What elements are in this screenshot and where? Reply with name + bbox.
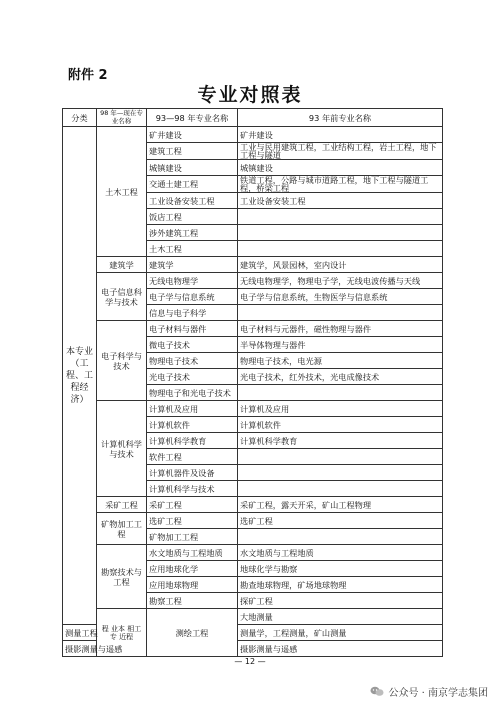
table-cell: 应用地球化学 (147, 561, 238, 577)
header-current-name: 98 年—现在专业名称 (97, 109, 147, 127)
table-cell: 工业设备安装工程 (238, 193, 443, 209)
table-row (63, 497, 443, 513)
table-cell: 摄影测量与遥感 (238, 641, 443, 657)
table-cell: 地球化学与勘察 (238, 561, 443, 577)
major-group: 土木工程 (97, 127, 147, 257)
major-group: 采矿工程 (97, 497, 147, 513)
table-cell: 水文地质与工程地质 (147, 545, 238, 561)
major-group: 矿物加工工程 (97, 513, 147, 545)
table-cell (238, 225, 443, 241)
table-cell: 光电子技术，红外技术，光电成像技术 (238, 369, 443, 385)
table-cell: 矿物加工工程 (147, 529, 238, 545)
table-cell (238, 241, 443, 257)
table-cell: 矿井建设 (147, 127, 238, 143)
header-93-98-name: 93—98 年专业名称 (147, 109, 238, 127)
table-cell: 物理电子和光电子技术 (147, 385, 238, 401)
table-cell (238, 305, 443, 321)
table-cell: 电子学与信息系统 (147, 289, 238, 305)
table-cell: 软件工程 (147, 449, 238, 465)
table-row (63, 321, 443, 337)
major-group: 建筑学 (97, 257, 147, 273)
header-pre-93-name: 93 年前专业名称 (238, 109, 443, 127)
major-comparison-table (62, 108, 443, 657)
table-header-row (63, 109, 443, 127)
table-row (63, 609, 443, 625)
attachment-label: 附件 2 (68, 68, 108, 83)
table-cell: 计算机软件 (147, 417, 238, 433)
table-cell: 电子材料与器件 (147, 321, 238, 337)
table-cell: 建筑学，风景园林，室内设计 (238, 257, 443, 273)
watermark-footer (370, 684, 488, 699)
table-cell: 涉外建筑工程 (147, 225, 238, 241)
table-row (63, 545, 443, 561)
table-cell: 微电子技术 (147, 337, 238, 353)
table-cell: 建筑学 (147, 257, 238, 273)
table-cell (238, 209, 443, 225)
table-cell (238, 465, 443, 481)
table-cell: 物理电子技术 (147, 353, 238, 369)
table-cell: 选矿工程 (147, 513, 238, 529)
wechat-icon (370, 686, 384, 697)
table-cell: 土木工程 (147, 241, 238, 257)
table-cell: 测量工程 (63, 625, 97, 641)
category-main: 本专业（工程、工程经济） (63, 127, 97, 625)
table-cell: 大地测量 (238, 609, 443, 625)
table-cell: 光电子技术 (147, 369, 238, 385)
table-row (63, 513, 443, 529)
table-cell: 水文地质与工程地质 (238, 545, 443, 561)
table-cell: 铁道工程，公路与城市道路工程，地下工程与隧道工程，桥梁工程 (238, 176, 443, 193)
major-group: 电子科学与技术 (97, 321, 147, 401)
category-side: 程 业本 相工专 近程 (97, 609, 147, 657)
table-cell: 计算机及应用 (238, 401, 443, 417)
table-cell: 城镇建设 (147, 160, 238, 176)
table-cell: 计算机科学与技术 (147, 481, 238, 497)
table-cell: 矿井建设 (238, 127, 443, 143)
table-cell: 工业与民用建筑工程，工业结构工程，岩土工程，地下工程与隧道 (238, 143, 443, 160)
table-cell: 无线电物理学 (147, 273, 238, 289)
table-cell: 交通土建工程 (147, 176, 238, 193)
table-cell: 电子学与信息系统，生物医学与信息系统 (238, 289, 443, 305)
table-row (63, 257, 443, 273)
header-category: 分类 (63, 109, 97, 127)
table-cell: 采矿工程 (147, 497, 238, 513)
table-cell (238, 385, 443, 401)
table-cell (238, 449, 443, 465)
table-cell: 饭店工程 (147, 209, 238, 225)
major-group: 电子信息科学与技术 (97, 273, 147, 321)
page-title: 专业对照表 (197, 84, 303, 106)
major-group: 勘察技术与工程 (97, 545, 147, 609)
table-cell: 测量学，工程测量，矿山测量 (238, 625, 443, 641)
table-cell: 探矿工程 (238, 593, 443, 609)
table-row (63, 127, 443, 143)
table-row (63, 401, 443, 417)
table-cell: 计算机软件 (238, 417, 443, 433)
table-cell: 建筑工程 (147, 143, 238, 160)
table-cell (238, 529, 443, 545)
table-cell: 电子材料与元器件，磁性物理与器件 (238, 321, 443, 337)
table-cell: 计算机及应用 (147, 401, 238, 417)
table-cell: 物理电子技术，电光源 (238, 353, 443, 369)
table-cell: 信息与电子科学 (147, 305, 238, 321)
table-cell: 城镇建设 (238, 160, 443, 176)
table-cell: 计算机科学教育 (147, 433, 238, 449)
table-cell: 勘查地球物理，矿场地球物理 (238, 577, 443, 593)
table-cell: 计算机器件及设备 (147, 465, 238, 481)
table-cell: 采矿工程，露天开采，矿山工程物理 (238, 497, 443, 513)
table-cell: 无线电物理学，物理电子学，无线电波传播与天线 (238, 273, 443, 289)
table-cell: 摄影测量与遥感 (63, 641, 97, 657)
table-cell: 半导体物理与器件 (238, 337, 443, 353)
table-row (63, 273, 443, 289)
major-group: 测绘工程 (147, 609, 238, 657)
table-cell: 应用地球物理 (147, 577, 238, 593)
page-number: — 12 — (234, 657, 266, 666)
table-cell: 选矿工程 (238, 513, 443, 529)
watermark-text: 公众号 · 南京学志集团 (388, 688, 488, 699)
table-cell: 勘察工程 (147, 593, 238, 609)
major-group: 计算机科学与技术 (97, 401, 147, 497)
table-cell: 工业设备安装工程 (147, 193, 238, 209)
table-cell: 计算机科学教育 (238, 433, 443, 449)
table-cell (238, 481, 443, 497)
